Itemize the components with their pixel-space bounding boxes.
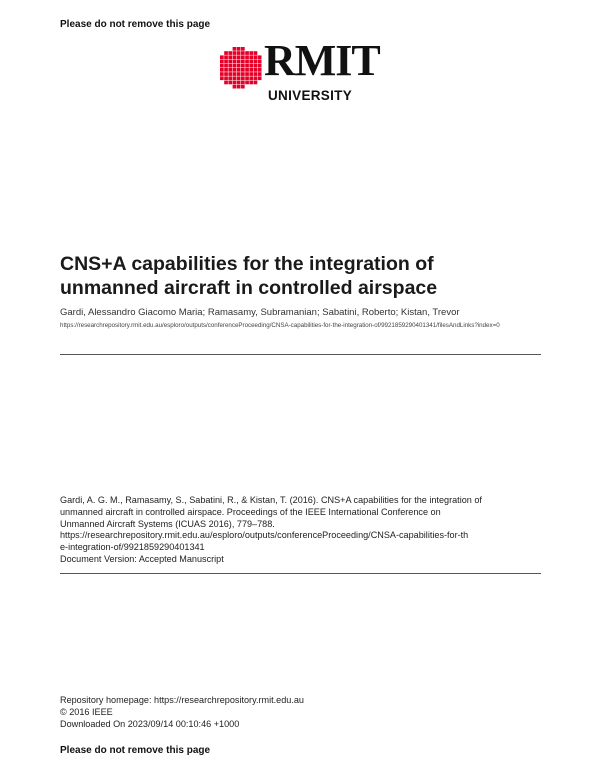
citation-line: Unmanned Aircraft Systems (ICUAS 2016), 779–788. xyxy=(60,518,275,529)
notice-top: Please do not remove this page xyxy=(60,19,211,30)
divider-bottom xyxy=(60,573,541,574)
copyright-notice: © 2016 IEEE xyxy=(60,706,113,717)
footer-info xyxy=(60,695,304,730)
logo-subtitle: UNIVERSITY xyxy=(268,88,353,103)
download-timestamp: Downloaded On 2023/09/14 00:10:46 +1000 xyxy=(60,718,240,729)
citation-link[interactable]: https://researchrepository.rmit.edu.au/esploro/outputs/conferenceProceeding/CNSA-capabilities-for-th xyxy=(60,530,469,541)
citation-line: unmanned aircraft in controlled airspace. Proceedings of the IEEE International Conference on xyxy=(60,506,441,517)
record-url[interactable]: https://researchrepository.rmit.edu.au/esploro/outputs/conferenceProceeding/CNSA-capabilities-for-the-integration-of/9921859290401341/filesAndLinks?index=0 xyxy=(60,322,500,329)
record-authors: Gardi, Alessandro Giacomo Maria; Ramasamy, Subramanian; Sabatini, Roberto; Kistan, Trevor xyxy=(60,307,460,318)
document-version: Document Version: Accepted Manuscript xyxy=(60,553,224,564)
logo-wordmark: RMIT xyxy=(264,36,380,85)
citation-link[interactable]: e-integration-of/9921859290401341 xyxy=(60,542,205,553)
record-title: CNS+A capabilities for the integration of unmanned aircraft in controlled airspace xyxy=(60,253,438,299)
divider-top xyxy=(60,354,541,355)
repository-homepage[interactable]: Repository homepage: https://researchrepository.rmit.edu.au xyxy=(60,695,304,705)
rmit-logo xyxy=(220,36,382,107)
rmit-pixel-icon xyxy=(220,47,262,89)
notice-bottom: Please do not remove this page xyxy=(60,745,211,756)
citation-block xyxy=(60,495,530,566)
citation-line: Gardi, A. G. M., Ramasamy, S., Sabatini, R., & Kistan, T. (2016). CNS+A capabilities for the integration of xyxy=(60,495,482,505)
